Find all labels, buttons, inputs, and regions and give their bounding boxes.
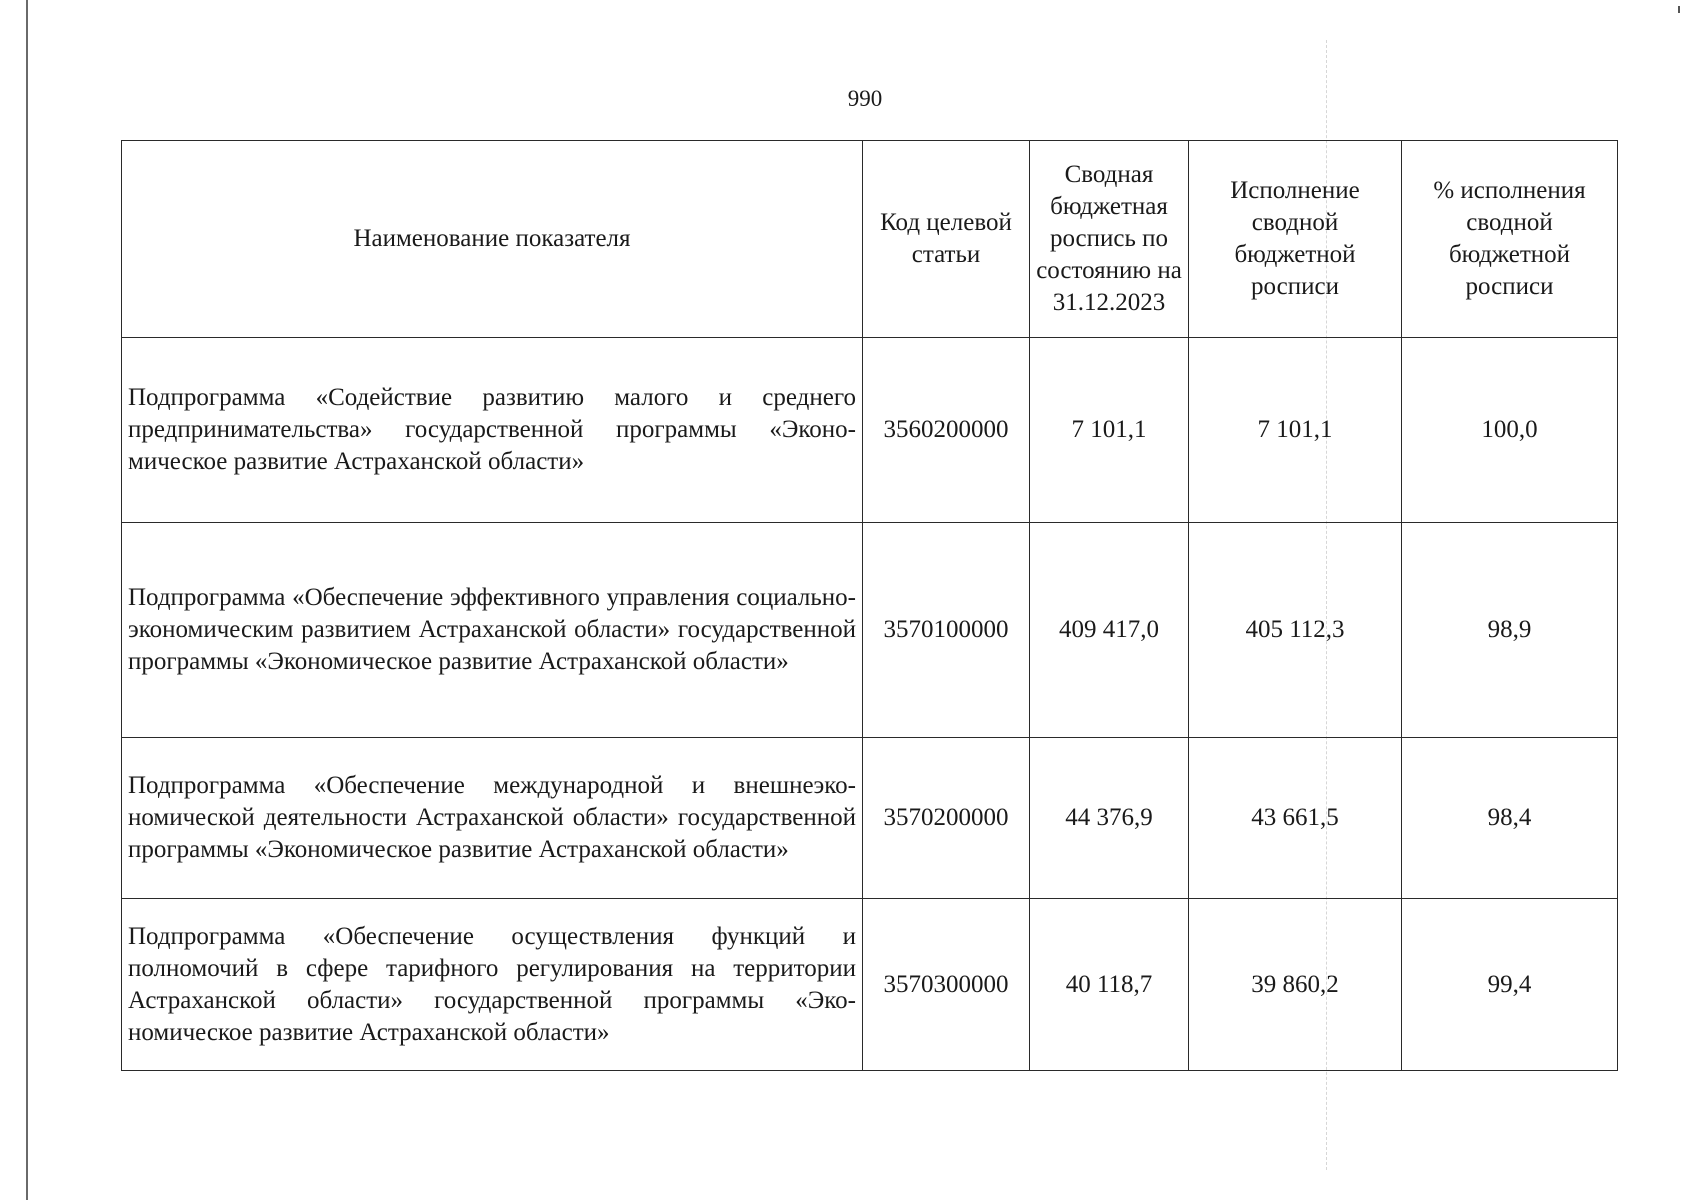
row-target-code: 3570200000	[863, 738, 1030, 899]
scan-corner-mark	[1678, 6, 1680, 13]
header-budget-plan: Сводная бюджетная роспись по состоянию на 31.12.2023	[1030, 141, 1189, 338]
row-execution-percent: 98,9	[1402, 523, 1618, 738]
row-execution-percent: 98,4	[1402, 738, 1618, 899]
row-indicator-name: Подпрограмма «Содействие развитию малого и среднего предпринимательства» государственной программы «Экономическое развитие Астраханской области»	[122, 338, 863, 523]
page-number: 990	[847, 86, 883, 111]
scan-left-edge	[26, 0, 28, 1200]
row-budget-plan: 7 101,1	[1030, 338, 1189, 523]
row-budget-execution: 7 101,1	[1189, 338, 1402, 523]
table-header-row	[122, 141, 1618, 338]
table-row	[122, 338, 1618, 523]
row-target-code: 3570300000	[863, 899, 1030, 1071]
header-budget-execution: Исполнение сводной бюджетной росписи	[1189, 141, 1402, 338]
row-target-code: 3560200000	[863, 338, 1030, 523]
row-target-code: 3570100000	[863, 523, 1030, 738]
table-row	[122, 899, 1618, 1071]
table-row	[122, 738, 1618, 899]
budget-execution-table	[121, 140, 1618, 1071]
header-target-code: Код целевой статьи	[863, 141, 1030, 338]
header-indicator-name: Наименование показателя	[122, 141, 863, 338]
row-budget-plan: 44 376,9	[1030, 738, 1189, 899]
row-execution-percent: 100,0	[1402, 338, 1618, 523]
table-row	[122, 523, 1618, 738]
row-budget-execution: 43 661,5	[1189, 738, 1402, 899]
row-indicator-name: Подпрограмма «Обеспечение осуществления функций и полномочий в сфере тарифного регулирования на территории Астраханской области» государственной программы «Экономическое развитие Астраханской области»	[122, 899, 863, 1071]
row-budget-plan: 409 417,0	[1030, 523, 1189, 738]
row-budget-execution: 39 860,2	[1189, 899, 1402, 1071]
row-indicator-name: Подпрограмма «Обеспечение международной и внешнеэкономической деятельности Астраханской области» государственной программы «Экономическое развитие Астраханской области»	[122, 738, 863, 899]
row-budget-plan: 40 118,7	[1030, 899, 1189, 1071]
row-indicator-name: Подпрограмма «Обеспечение эффективного управления социально-экономическим развитием Астраханской области» государственной программы «Экономическое развитие Астраханской области»	[122, 523, 863, 738]
row-execution-percent: 99,4	[1402, 899, 1618, 1071]
row-budget-execution: 405 112,3	[1189, 523, 1402, 738]
header-execution-percent: % исполнения сводной бюджетной росписи	[1402, 141, 1618, 338]
